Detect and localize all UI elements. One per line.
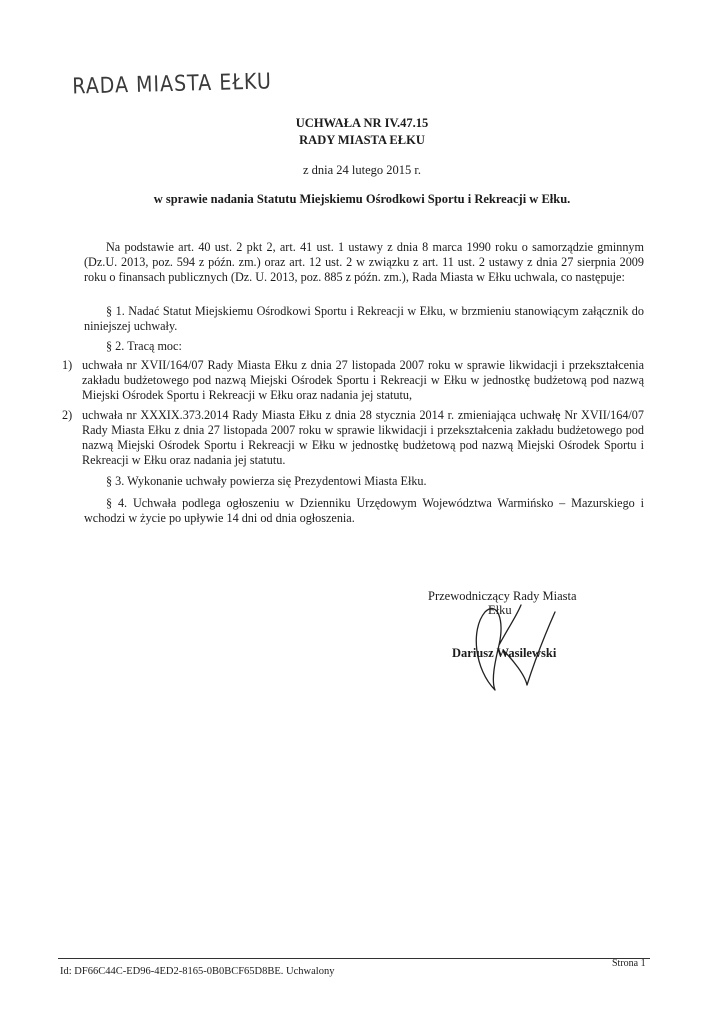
- list-number: 1): [62, 358, 73, 372]
- signatory-place: Ełku: [488, 603, 512, 617]
- page-number: Strona 1: [612, 958, 646, 969]
- list-text: uchwała nr XXXIX.373.2014 Rady Miasta Ełku z dnia 28 stycznia 2014 r. zmieniająca uchwałę Nr XVII/164/07 Rady Miasta Ełku z dnia 27 listopada 2007 roku w sprawie likwidacji i przekształcenia zakładu budżetowego pod nazwą Miejski Ośrodek Sportu i Rekreacji w Ełku w jednostkę budżetową pod nazwą Miejski Ośrodek Sportu i Rekreacji w Ełku oraz nadania jej statutu.: [82, 408, 644, 467]
- list-number: 2): [62, 408, 73, 422]
- repealed-item-1: [62, 358, 644, 403]
- section-2-heading: § 2. Tracą moc:: [106, 339, 182, 353]
- section-1: § 1. Nadać Statut Miejskiemu Ośrodkowi Sportu i Rekreacji w Ełku, w brzmieniu stanowiącym załącznik do niniejszej uchwały.: [84, 304, 644, 333]
- signatory-name: Dariusz Wasilewski: [452, 646, 557, 660]
- issuing-body: RADY MIASTA EŁKU: [299, 133, 425, 147]
- document-id: Id: DF66C44C-ED96-4ED2-8165-0B0BCF65D8BE. Uchwalony: [60, 966, 335, 977]
- section-4: § 4. Uchwała podlega ogłoszeniu w Dzienniku Urzędowym Województwa Warmińsko – Mazurskiego i wchodzi w życie po upływie 14 dni od dnia ogłoszenia.: [84, 496, 644, 525]
- resolution-subject: w sprawie nadania Statutu Miejskiemu Ośrodkowi Sportu i Rekreacji w Ełku.: [153, 192, 571, 206]
- repealed-item-2: [62, 408, 644, 468]
- list-text: uchwała nr XVII/164/07 Rady Miasta Ełku z dnia 27 listopada 2007 roku w sprawie likwidacji i przekształcenia zakładu budżetowego pod nazwą Miejski Ośrodek Sportu i Rekreacji w Ełku w jednostkę budżetową pod nazwą Miejski Ośrodek Sportu i Rekreacji w Ełku oraz nadania jej statutu,: [82, 358, 644, 402]
- section-3: § 3. Wykonanie uchwały powierza się Prezydentowi Miasta Ełku.: [106, 474, 427, 488]
- preamble-paragraph: Na podstawie art. 40 ust. 2 pkt 2, art. 41 ust. 1 ustawy z dnia 8 marca 1990 roku o samorządzie gminnym (Dz.U. 2013, poz. 594 z późn. zm.) oraz art. 12 ust. 2 w związku z art. 11 ust. 2 ustawy z dnia 27 sierpnia 2009 roku o finansach publicznych (Dz. U. 2013, poz. 885 z późn. zm.), Rada Miasta w Ełku uchwala, co następuje:: [84, 240, 644, 284]
- signatory-title: Przewodniczący Rady Miasta: [428, 589, 577, 603]
- resolution-number: UCHWAŁA NR IV.47.15: [295, 116, 429, 130]
- resolution-date: z dnia 24 lutego 2015 r.: [302, 163, 422, 177]
- footer-divider: [58, 958, 650, 959]
- council-stamp: RADA MIASTA EŁKU: [72, 68, 273, 100]
